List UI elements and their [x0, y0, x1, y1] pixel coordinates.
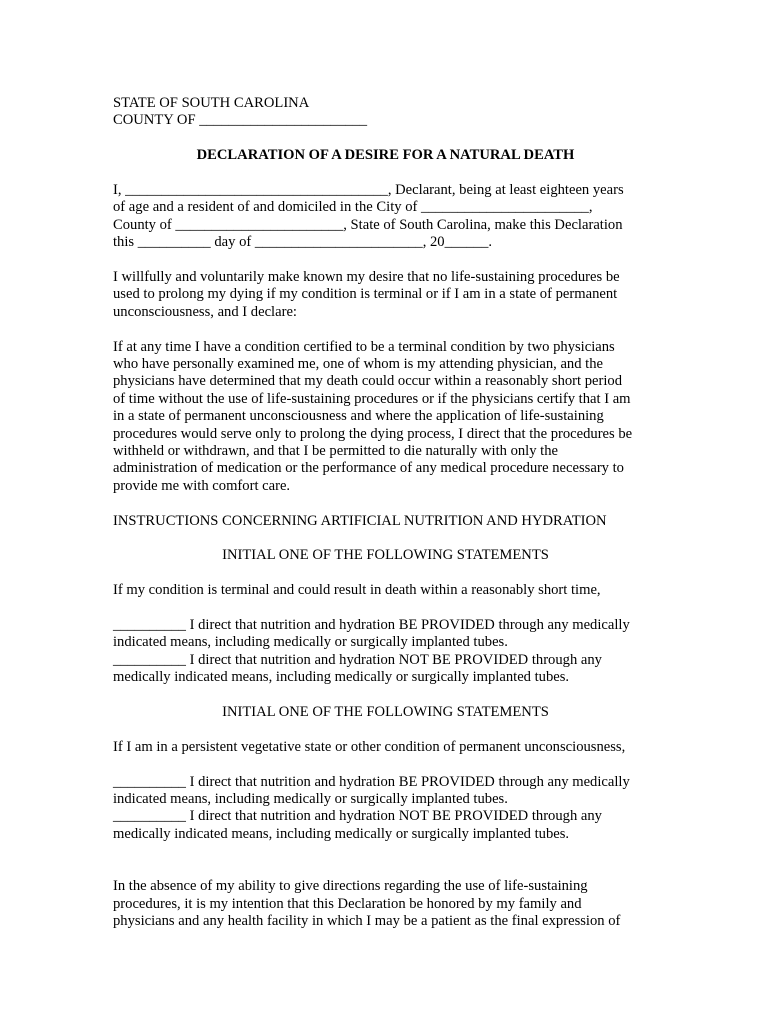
- paragraph-line: procedures would serve only to prolong the dying process, I direct that the procedures be: [113, 425, 633, 442]
- terminal-option-provided-cont: indicated means, including medically or surgically implanted tubes.: [113, 634, 508, 651]
- will-paragraph: [113, 269, 658, 321]
- instructions-heading: INSTRUCTIONS CONCERNING ARTIFICIAL NUTRITION AND HYDRATION: [113, 512, 607, 529]
- vegetative-options: [113, 774, 658, 844]
- document-title: DECLARATION OF A DESIRE FOR A NATURAL DEATH: [196, 147, 575, 164]
- declarant-paragraph: [113, 182, 658, 252]
- paragraph-line: unconsciousness, and I declare:: [113, 303, 297, 320]
- paragraph-line: In the absence of my ability to give directions regarding the use of life-sustaining: [113, 878, 588, 895]
- document-body: [113, 95, 658, 930]
- paragraph-line: physicians have determined that my death could occur within a reasonably short period: [113, 373, 623, 390]
- declarant-line: County of _______________________, State of South Carolina, make this Declaration: [113, 216, 623, 233]
- absence-paragraph: [113, 878, 658, 930]
- terminal-option-not-provided-cont: medically indicated means, including medically or surgically implanted tubes.: [113, 669, 570, 686]
- terminal-intro: If my condition is terminal and could result in death within a reasonably short time,: [113, 582, 601, 599]
- declarant-line: I, ____________________________________, Declarant, being at least eighteen years: [113, 182, 624, 198]
- paragraph-line: provide me with comfort care.: [113, 477, 291, 494]
- condition-paragraph: [113, 339, 658, 496]
- vegetative-option-provided-cont: indicated means, including medically or surgically implanted tubes.: [113, 791, 508, 808]
- declarant-line: of age and a resident of and domiciled in the City of _______________________,: [113, 199, 593, 216]
- paragraph-line: in a state of permanent unconsciousness and where the application of life-sustaining: [113, 408, 604, 425]
- paragraph-line: withheld or withdrawn, and that I be permitted to die naturally with only the: [113, 443, 559, 460]
- paragraph-line: I willfully and voluntarily make known my desire that no life-sustaining procedures be: [113, 269, 620, 286]
- paragraph-line: If at any time I have a condition certified to be a terminal condition by two physicians: [113, 338, 615, 355]
- terminal-option-not-provided: __________ I direct that nutrition and hydration NOT BE PROVIDED through any: [113, 651, 602, 668]
- county-line: COUNTY OF _______________________: [113, 112, 368, 129]
- vegetative-option-provided: __________ I direct that nutrition and hydration BE PROVIDED through any medically: [113, 773, 630, 790]
- paragraph-line: of time without the use of life-sustaining procedures or if the physicians certify that I am: [113, 390, 631, 407]
- declarant-line: this __________ day of _______________________, 20______.: [113, 234, 493, 251]
- state-line: STATE OF SOUTH CAROLINA: [113, 95, 310, 111]
- vegetative-option-not-provided-cont: medically indicated means, including medically or surgically implanted tubes.: [113, 825, 570, 842]
- initial-heading-terminal: INITIAL ONE OF THE FOLLOWING STATEMENTS: [222, 547, 549, 564]
- vegetative-option-not-provided: __________ I direct that nutrition and hydration NOT BE PROVIDED through any: [113, 808, 602, 825]
- paragraph-line: used to prolong my dying if my condition is terminal or if I am in a state of permanent: [113, 286, 618, 303]
- paragraph-line: procedures, it is my intention that this Declaration be honored by my family and: [113, 895, 582, 912]
- paragraph-line: who have personally examined me, one of whom is my attending physician, and the: [113, 356, 603, 373]
- paragraph-line: physicians and any health facility in which I may be a patient as the final expression of: [113, 912, 621, 929]
- jurisdiction-header: [113, 95, 658, 130]
- vegetative-intro: If I am in a persistent vegetative state or other condition of permanent unconsciousness,: [113, 738, 626, 755]
- terminal-options: [113, 617, 658, 687]
- paragraph-line: administration of medication or the performance of any medical procedure necessary to: [113, 460, 624, 477]
- terminal-option-provided: __________ I direct that nutrition and hydration BE PROVIDED through any medically: [113, 617, 630, 634]
- initial-heading-vegetative: INITIAL ONE OF THE FOLLOWING STATEMENTS: [222, 704, 549, 721]
